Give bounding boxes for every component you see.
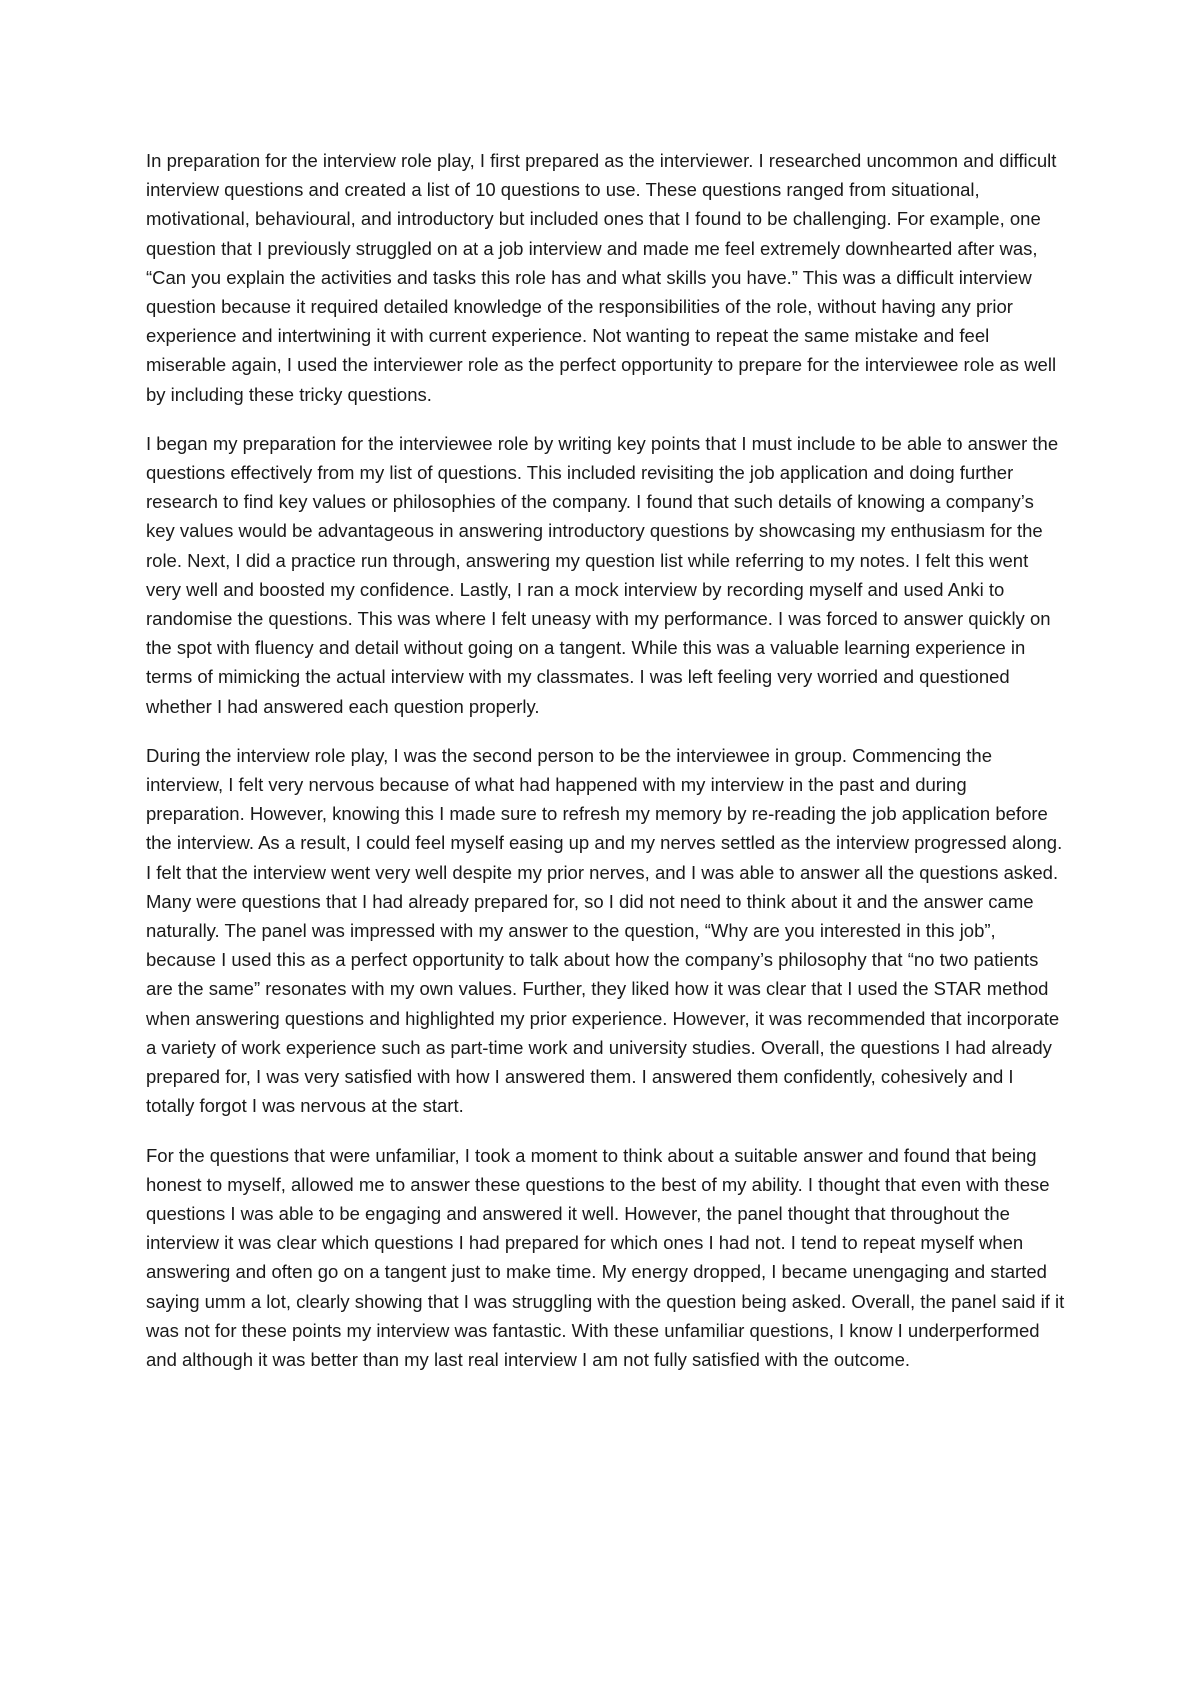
paragraph-unfamiliar-questions: For the questions that were unfamiliar, I took a moment to think about a suitable answer and found that being honest to myself, allowed me to answer these questions to the best of my ability. I thought that even with these questions I was able to be engaging and answered it well. However, the panel thought that throughout the interview it was clear which questions I had prepared for which ones I had not. I tend to repeat myself when answering and often go on a tangent just to make time. My energy dropped, I became unengaging and started saying umm a lot, clearly showing that I was struggling with the question being asked. Overall, the panel said if it was not for these points my interview was fantastic. With these unfamiliar questions, I know I underperformed and although it was better than my last real interview I am not fully satisfied with the outcome. xyxy=(146,1144,1065,1370)
paragraph-interviewer-preparation: In preparation for the interview role play, I first prepared as the interviewer. I researched uncommon and difficult interview questions and created a list of 10 questions to use. These questions ranged from situational, motivational, behavioural, and introductory but included ones that I found to be challenging. For example, one question that I previously struggled on at a job interview and made me feel extremely downhearted after was, “Can you explain the activities and tasks this role has and what skills you have.” This was a difficult interview question because it required detailed knowledge of the responsibilities of the role, without having any prior experience and intertwining it with current experience. Not wanting to repeat the same mistake and feel miserable again, I used the interviewer role as the perfect opportunity to prepare for the interviewee role as well by including these tricky questions. xyxy=(146,150,1057,405)
paragraph-interview-role-play: During the interview role play, I was the second person to be the interviewee in group. Commencing the interview, I felt very nervous because of what had happened with my interview in the past and during preparation. However, knowing this I made sure to refresh my memory by re-reading the job application before the interview. As a result, I could feel myself easing up and my nerves settled as the interview progressed along. I felt that the interview went very well despite my prior nerves, and I was able to answer all the questions asked. Many were questions that I had already prepared for, so I did not need to think about it and the answer came naturally. The panel was impressed with my answer to the question, “Why are you interested in this job”, because I used this as a perfect opportunity to talk about how the company’s philosophy that “no two patients are the same” resonates with my own values. Further, they liked how it was clear that I used the STAR method when answering questions and highlighted my prior experience. However, it was recommended that incorporate a variety of work experience such as part-time work and university studies. Overall, the questions I had already prepared for, I was very satisfied with how I answered them. I answered them confidently, cohesively and I totally forgot I was nervous at the start. xyxy=(146,744,1063,1117)
paragraph-interviewee-preparation: I began my preparation for the interviewee role by writing key points that I must include to be able to answer the questions effectively from my list of questions. This included revisiting the job application and doing further research to find key values or philosophies of the company. I found that such details of knowing a company’s key values would be advantageous in answering introductory questions by showcasing my enthusiasm for the role. Next, I did a practice run through, answering my question list while referring to my notes. I felt this went very well and boosted my confidence. Lastly, I ran a mock interview by recording myself and used Anki to randomise the questions. This was where I felt uneasy with my performance. I was forced to answer quickly on the spot with fluency and detail without going on a tangent. While this was a valuable learning experience in terms of mimicking the actual interview with my classmates. I was left feeling very worried and questioned whether I had answered each question properly. xyxy=(146,432,1059,717)
document-body xyxy=(146,146,1066,1394)
